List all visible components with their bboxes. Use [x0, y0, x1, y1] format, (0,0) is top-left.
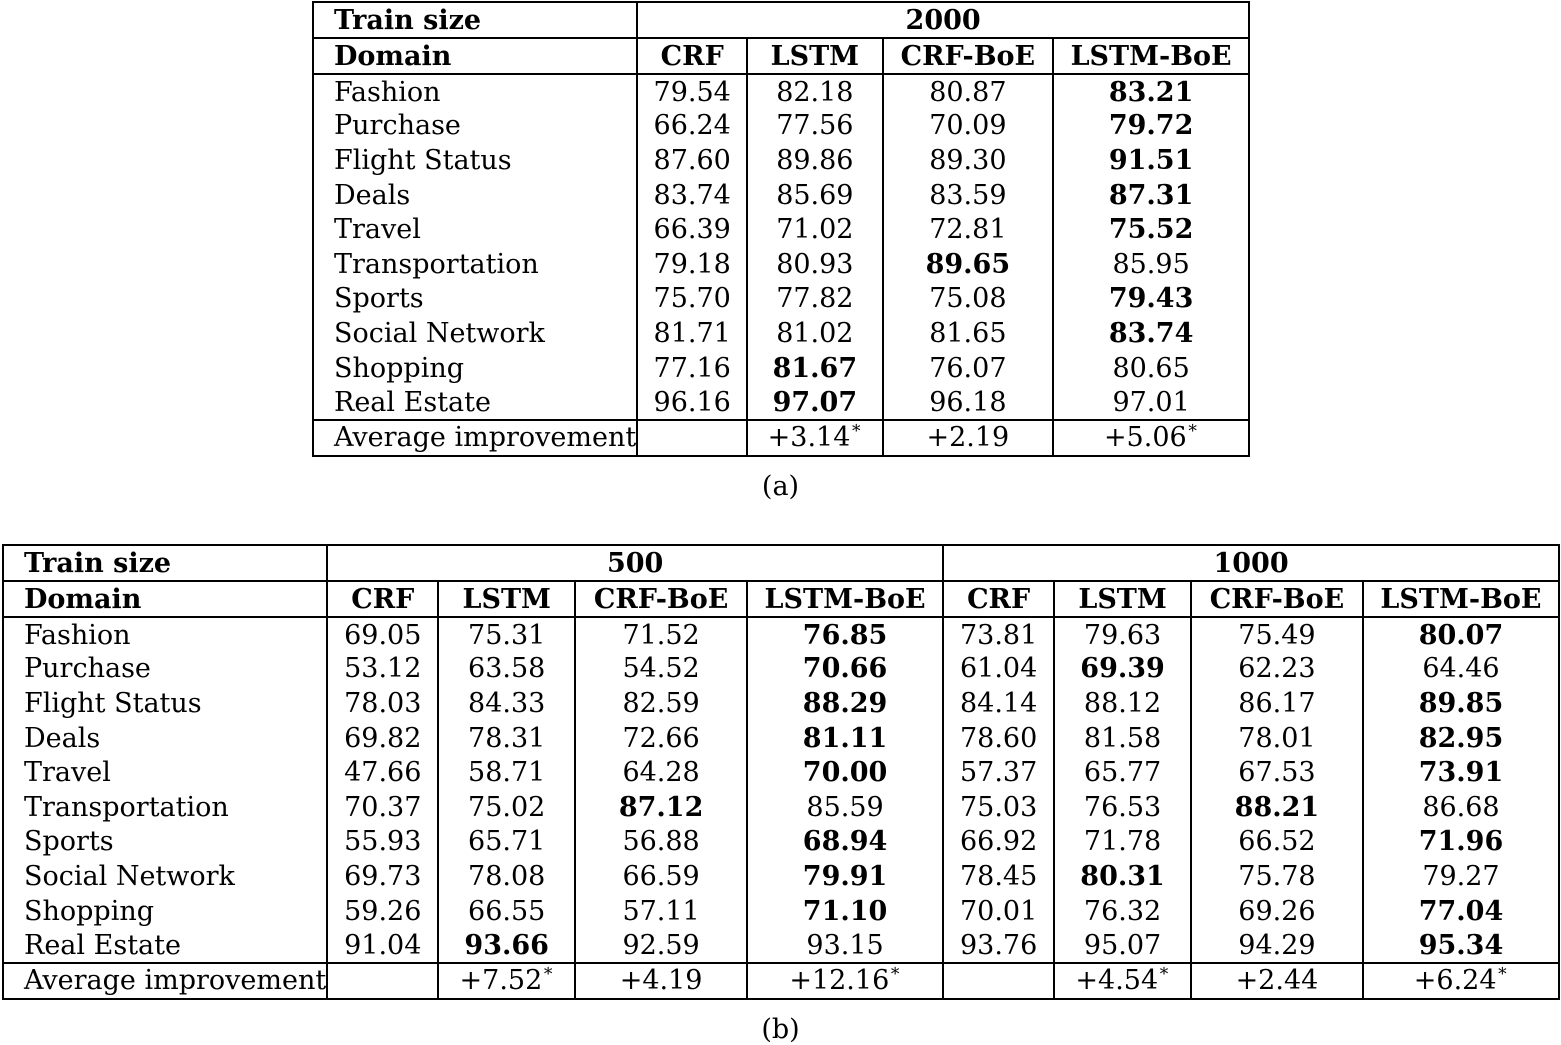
value-cell: 81.11 — [747, 721, 943, 756]
average-value: +12.16 — [789, 965, 890, 997]
value-cell: 78.31 — [438, 721, 575, 756]
column-header: LSTM-BoE — [1053, 38, 1249, 74]
average-label: Average improvement — [313, 420, 637, 456]
value-cell: 57.37 — [943, 755, 1054, 790]
table-row — [3, 617, 1559, 652]
value-cell: 92.59 — [575, 928, 747, 963]
value-cell: 71.78 — [1054, 825, 1191, 860]
average-cell — [1191, 963, 1363, 999]
train-size-label: Train size — [3, 545, 327, 581]
value-cell: 69.05 — [327, 617, 438, 652]
value-cell: 66.24 — [637, 109, 747, 144]
table-row — [3, 755, 1559, 790]
average-label: Average improvement — [3, 963, 327, 999]
domain-cell: Social Network — [334, 317, 545, 349]
table-row — [313, 212, 1249, 247]
value-cell: 88.12 — [1054, 686, 1191, 721]
value-cell: 76.53 — [1054, 790, 1191, 825]
table-row — [3, 825, 1559, 860]
value-cell: 66.39 — [637, 212, 747, 247]
value-cell: 80.93 — [747, 247, 882, 282]
value-cell: 87.31 — [1053, 178, 1249, 213]
value-cell: 88.29 — [747, 686, 943, 721]
value-cell: 66.55 — [438, 894, 575, 929]
value-cell: 88.21 — [1191, 790, 1363, 825]
value-cell: 75.49 — [1191, 617, 1363, 652]
average-cell — [747, 963, 943, 999]
value-cell: 70.09 — [883, 109, 1054, 144]
average-cell — [747, 420, 882, 456]
average-value: +2.19 — [926, 422, 1010, 454]
value-cell: 66.92 — [943, 825, 1054, 860]
value-cell: 75.78 — [1191, 859, 1363, 894]
table-row — [313, 316, 1249, 351]
value-cell: 85.69 — [747, 178, 882, 213]
domain-cell: Travel — [24, 757, 111, 789]
average-improvement-row — [3, 963, 1559, 999]
domain-label: Domain — [313, 38, 637, 74]
domain-cell: Transportation — [334, 248, 539, 280]
domain-cell: Transportation — [24, 791, 229, 823]
value-cell: 68.94 — [747, 825, 943, 860]
table-row — [313, 282, 1249, 317]
value-cell: 77.16 — [637, 351, 747, 386]
value-cell: 65.71 — [438, 825, 575, 860]
value-cell: 69.26 — [1191, 894, 1363, 929]
value-cell: 73.81 — [943, 617, 1054, 652]
value-cell: 53.12 — [327, 652, 438, 687]
domain-cell: Sports — [334, 283, 424, 315]
value-cell: 66.52 — [1191, 825, 1363, 860]
domain-cell: Deals — [24, 722, 101, 754]
domain-cell: Flight Status — [334, 144, 512, 176]
value-cell: 97.07 — [747, 385, 882, 420]
value-cell: 80.07 — [1363, 617, 1559, 652]
average-cell — [943, 963, 1054, 999]
value-cell: 95.07 — [1054, 928, 1191, 963]
train-size-group: 2000 — [637, 2, 1249, 38]
average-value: +4.54 — [1075, 965, 1159, 997]
value-cell: 75.70 — [637, 282, 747, 317]
value-cell: 85.59 — [747, 790, 943, 825]
value-cell: 87.60 — [637, 143, 747, 178]
value-cell: 79.27 — [1363, 859, 1559, 894]
value-cell: 78.01 — [1191, 721, 1363, 756]
table-row — [3, 894, 1559, 929]
value-cell: 56.88 — [575, 825, 747, 860]
column-header: LSTM — [1054, 581, 1191, 617]
table-row — [313, 143, 1249, 178]
average-cell — [327, 963, 438, 999]
value-cell: 70.01 — [943, 894, 1054, 929]
value-cell: 57.11 — [575, 894, 747, 929]
value-cell: 63.58 — [438, 652, 575, 687]
value-cell: 71.96 — [1363, 825, 1559, 860]
significance-star: ∗ — [850, 418, 862, 439]
value-cell: 59.26 — [327, 894, 438, 929]
results-table-b — [2, 544, 1560, 1000]
value-cell: 78.45 — [943, 859, 1054, 894]
average-cell — [575, 963, 747, 999]
value-cell: 71.10 — [747, 894, 943, 929]
value-cell: 96.16 — [637, 385, 747, 420]
value-cell: 83.59 — [883, 178, 1054, 213]
domain-cell: Sports — [24, 826, 114, 858]
value-cell: 81.02 — [747, 316, 882, 351]
value-cell: 71.52 — [575, 617, 747, 652]
value-cell: 62.23 — [1191, 652, 1363, 687]
value-cell: 75.31 — [438, 617, 575, 652]
domain-cell: Fashion — [24, 619, 131, 651]
value-cell: 69.73 — [327, 859, 438, 894]
header-row-train-size — [3, 545, 1559, 581]
value-cell: 47.66 — [327, 755, 438, 790]
column-header: CRF-BoE — [575, 581, 747, 617]
results-table-a — [312, 1, 1250, 457]
caption-a: (a) — [761, 471, 800, 502]
table-row — [3, 652, 1559, 687]
significance-star: ∗ — [1496, 961, 1509, 982]
significance-star: ∗ — [542, 961, 554, 982]
value-cell: 69.82 — [327, 721, 438, 756]
value-cell: 80.65 — [1053, 351, 1249, 386]
domain-cell: Shopping — [334, 352, 465, 384]
value-cell: 64.28 — [575, 755, 747, 790]
value-cell: 55.93 — [327, 825, 438, 860]
average-value: +2.44 — [1235, 965, 1319, 997]
value-cell: 97.01 — [1053, 385, 1249, 420]
value-cell: 89.30 — [883, 143, 1054, 178]
value-cell: 70.00 — [747, 755, 943, 790]
value-cell: 73.91 — [1363, 755, 1559, 790]
value-cell: 77.82 — [747, 282, 882, 317]
value-cell: 65.77 — [1054, 755, 1191, 790]
column-header: CRF — [637, 38, 747, 74]
train-size-label: Train size — [313, 2, 637, 38]
table-row — [313, 178, 1249, 213]
column-header: CRF-BoE — [883, 38, 1054, 74]
value-cell: 91.51 — [1053, 143, 1249, 178]
average-value: +5.06 — [1103, 422, 1187, 454]
value-cell: 84.14 — [943, 686, 1054, 721]
domain-cell: Purchase — [24, 653, 151, 685]
value-cell: 93.76 — [943, 928, 1054, 963]
value-cell: 80.87 — [883, 74, 1054, 109]
value-cell: 79.43 — [1053, 282, 1249, 317]
value-cell: 72.66 — [575, 721, 747, 756]
value-cell: 85.95 — [1053, 247, 1249, 282]
table-row — [313, 385, 1249, 420]
value-cell: 75.08 — [883, 282, 1054, 317]
value-cell: 80.31 — [1054, 859, 1191, 894]
header-row-columns — [3, 581, 1559, 617]
value-cell: 64.46 — [1363, 652, 1559, 687]
value-cell: 84.33 — [438, 686, 575, 721]
value-cell: 76.32 — [1054, 894, 1191, 929]
table-row — [313, 247, 1249, 282]
value-cell: 54.52 — [575, 652, 747, 687]
value-cell: 72.81 — [883, 212, 1054, 247]
value-cell: 77.04 — [1363, 894, 1559, 929]
average-cell — [1054, 963, 1191, 999]
average-improvement-row — [313, 420, 1249, 456]
value-cell: 91.04 — [327, 928, 438, 963]
train-size-group: 1000 — [943, 545, 1559, 581]
table-row — [3, 859, 1559, 894]
value-cell: 81.58 — [1054, 721, 1191, 756]
domain-cell: Real Estate — [24, 929, 181, 961]
table-row — [3, 721, 1559, 756]
table-row — [313, 109, 1249, 144]
value-cell: 58.71 — [438, 755, 575, 790]
value-cell: 89.65 — [883, 247, 1054, 282]
value-cell: 79.18 — [637, 247, 747, 282]
value-cell: 79.54 — [637, 74, 747, 109]
column-header: LSTM — [747, 38, 882, 74]
significance-star: ∗ — [1158, 961, 1170, 982]
train-size-group: 500 — [327, 545, 943, 581]
value-cell: 87.12 — [575, 790, 747, 825]
header-row-train-size — [313, 2, 1249, 38]
value-cell: 78.60 — [943, 721, 1054, 756]
table-row — [3, 928, 1559, 963]
value-cell: 94.29 — [1191, 928, 1363, 963]
value-cell: 93.15 — [747, 928, 943, 963]
average-value: +6.24 — [1413, 965, 1497, 997]
value-cell: 95.34 — [1363, 928, 1559, 963]
value-cell: 81.65 — [883, 316, 1054, 351]
value-cell: 69.39 — [1054, 652, 1191, 687]
value-cell: 70.37 — [327, 790, 438, 825]
value-cell: 79.72 — [1053, 109, 1249, 144]
value-cell: 86.17 — [1191, 686, 1363, 721]
value-cell: 75.02 — [438, 790, 575, 825]
value-cell: 83.74 — [637, 178, 747, 213]
table-row — [3, 686, 1559, 721]
caption-b: (b) — [761, 1014, 800, 1045]
value-cell: 81.71 — [637, 316, 747, 351]
value-cell: 61.04 — [943, 652, 1054, 687]
average-cell — [1053, 420, 1249, 456]
average-value: +4.19 — [619, 965, 703, 997]
domain-cell: Shopping — [24, 895, 155, 927]
value-cell: 76.07 — [883, 351, 1054, 386]
domain-cell: Purchase — [334, 110, 461, 142]
value-cell: 76.85 — [747, 617, 943, 652]
value-cell: 70.66 — [747, 652, 943, 687]
value-cell: 96.18 — [883, 385, 1054, 420]
value-cell: 79.63 — [1054, 617, 1191, 652]
table-row — [313, 74, 1249, 109]
value-cell: 82.18 — [747, 74, 882, 109]
table-row — [313, 351, 1249, 386]
column-header: CRF — [943, 581, 1054, 617]
domain-cell: Travel — [334, 214, 421, 246]
value-cell: 75.03 — [943, 790, 1054, 825]
average-cell — [438, 963, 575, 999]
value-cell: 82.95 — [1363, 721, 1559, 756]
value-cell: 93.66 — [438, 928, 575, 963]
value-cell: 86.68 — [1363, 790, 1559, 825]
value-cell: 77.56 — [747, 109, 882, 144]
value-cell: 82.59 — [575, 686, 747, 721]
value-cell: 78.08 — [438, 859, 575, 894]
column-header: LSTM-BoE — [1363, 581, 1559, 617]
column-header: CRF-BoE — [1191, 581, 1363, 617]
domain-cell: Fashion — [334, 76, 441, 108]
domain-cell: Flight Status — [24, 687, 202, 719]
value-cell: 79.91 — [747, 859, 943, 894]
column-header: CRF — [327, 581, 438, 617]
average-cell — [1363, 963, 1559, 999]
average-value: +7.52 — [459, 965, 543, 997]
domain-label: Domain — [3, 581, 327, 617]
value-cell: 83.74 — [1053, 316, 1249, 351]
average-value: +3.14 — [767, 422, 851, 454]
average-cell — [883, 420, 1054, 456]
domain-cell: Deals — [334, 179, 411, 211]
column-header: LSTM-BoE — [747, 581, 943, 617]
value-cell: 89.85 — [1363, 686, 1559, 721]
domain-cell: Social Network — [24, 860, 235, 892]
value-cell: 66.59 — [575, 859, 747, 894]
table-row — [3, 790, 1559, 825]
value-cell: 81.67 — [747, 351, 882, 386]
value-cell: 71.02 — [747, 212, 882, 247]
value-cell: 75.52 — [1053, 212, 1249, 247]
average-cell — [637, 420, 747, 456]
domain-cell: Real Estate — [334, 386, 491, 418]
significance-star: ∗ — [889, 961, 901, 982]
value-cell: 78.03 — [327, 686, 438, 721]
significance-star: ∗ — [1186, 418, 1199, 439]
value-cell: 89.86 — [747, 143, 882, 178]
column-header: LSTM — [438, 581, 575, 617]
header-row-columns — [313, 38, 1249, 74]
value-cell: 83.21 — [1053, 74, 1249, 109]
value-cell: 67.53 — [1191, 755, 1363, 790]
